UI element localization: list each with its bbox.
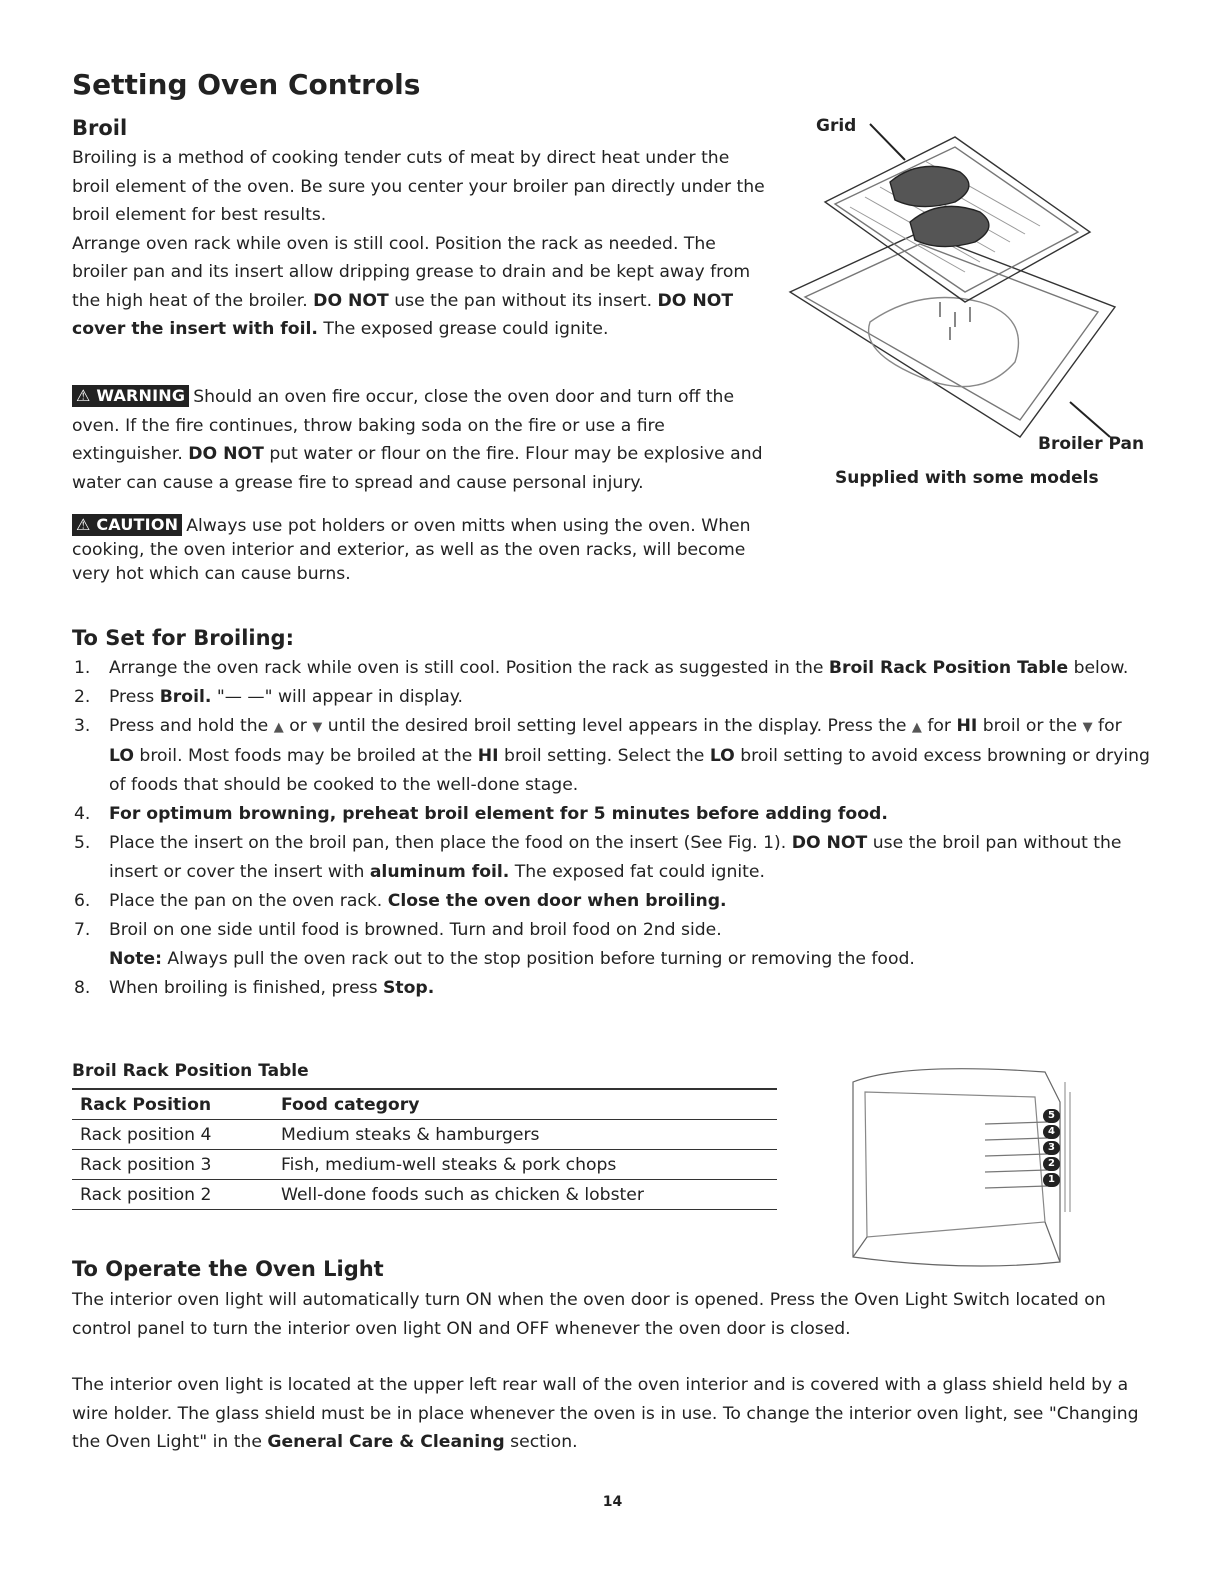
table-cell: Rack position 2 bbox=[72, 1180, 273, 1210]
rack-position-marker: 1 bbox=[1043, 1173, 1060, 1187]
list-item: 5. Place the insert on the broil pan, then place the food on the insert (See Fig. 1). DO NOT use the broil pan without the insert or cover the insert with aluminum foil. The exposed fat could ignite. bbox=[74, 833, 1122, 882]
page-number: 14 bbox=[602, 1494, 623, 1510]
warning-block: ⚠ WARNING Should an oven fire occur, close the oven door and turn off the oven. If the fire continues, throw baking soda on the fire or use a fire extinguisher. DO NOT put water or flour on the fire. Flour may be explosive and water can cause a grease fire to spread and cause personal injury. bbox=[72, 386, 763, 493]
broiler-pan-illustration bbox=[780, 112, 1160, 442]
caution-block: ⚠ CAUTION Always use pot holders or oven mitts when using the oven. When cooking, the oven interior and exterior, as well as the oven racks, will become very hot which can cause burns. bbox=[72, 515, 751, 584]
rack-position-marker: 2 bbox=[1043, 1157, 1060, 1171]
list-item: 8. When broiling is finished, press Stop. bbox=[74, 978, 435, 998]
up-arrow-icon: ▲ bbox=[911, 720, 922, 735]
broiler-pan-figure bbox=[780, 112, 1160, 492]
caution-badge: ⚠ CAUTION bbox=[72, 514, 182, 536]
table-cell: Rack position 4 bbox=[72, 1120, 273, 1150]
rack-position-marker: 3 bbox=[1043, 1141, 1060, 1155]
oven-light-paragraph-2: The interior oven light is located at the upper left rear wall of the oven interior and is covered with a glass shield held by a wire holder. The glass shield must be in place whenever the oven is in use. To change the interior oven light, see "Changing the Oven Light" in the General Care & Cleaning section. bbox=[72, 1375, 1139, 1452]
oven-light-paragraph-1: The interior oven light will automatically turn ON when the oven door is opened. Press the Oven Light Switch located on control panel to turn the interior oven light ON and OFF whenever the oven door is closed. bbox=[72, 1290, 1106, 1339]
down-arrow-icon: ▼ bbox=[312, 720, 323, 735]
broiler-pan-label: Broiler Pan bbox=[1038, 434, 1145, 454]
table-row bbox=[72, 1120, 777, 1150]
list-item: 2. Press Broil. "— —" will appear in display. bbox=[74, 687, 463, 707]
warning-badge: ⚠ WARNING bbox=[72, 385, 189, 407]
broil-heading: Broil bbox=[72, 116, 128, 140]
rack-position-marker: 5 bbox=[1043, 1109, 1060, 1123]
rack-position-table bbox=[72, 1088, 777, 1210]
page-title: Setting Oven Controls bbox=[72, 68, 421, 101]
broil-text bbox=[72, 144, 772, 344]
oven-rack-figure bbox=[845, 1062, 1075, 1272]
list-item: 4. For optimum browning, preheat broil element for 5 minutes before adding food. bbox=[74, 804, 888, 824]
down-arrow-icon: ▼ bbox=[1082, 720, 1093, 735]
table-cell: Well-done foods such as chicken & lobster bbox=[273, 1180, 777, 1210]
list-item: 7. Broil on one side until food is browned. Turn and broil food on 2nd side. Note: Always pull the oven rack out to the stop position before turning or removing the food. bbox=[74, 920, 915, 969]
broiling-steps bbox=[72, 654, 1152, 1003]
table-cell: Rack position 3 bbox=[72, 1150, 273, 1180]
list-item: 1. Arrange the oven rack while oven is still cool. Position the rack as suggested in the Broil Rack Position Table below. bbox=[74, 658, 1129, 678]
table-cell: Fish, medium-well steaks & pork chops bbox=[273, 1150, 777, 1180]
oven-light-heading: To Operate the Oven Light bbox=[72, 1257, 384, 1281]
table-header-row bbox=[72, 1089, 777, 1120]
table-row bbox=[72, 1180, 777, 1210]
table-row bbox=[72, 1150, 777, 1180]
set-broiling-heading: To Set for Broiling: bbox=[72, 626, 294, 650]
up-arrow-icon: ▲ bbox=[273, 720, 284, 735]
figure-caption: Supplied with some models bbox=[835, 468, 1099, 488]
rack-position-markers bbox=[1043, 1109, 1063, 1187]
table-header-cell: Food category bbox=[273, 1089, 777, 1120]
oven-light-text bbox=[72, 1286, 1152, 1457]
oven-interior-illustration bbox=[845, 1062, 1075, 1272]
rack-position-marker: 4 bbox=[1043, 1125, 1060, 1139]
broil-rack-paragraph: Arrange oven rack while oven is still cool. Position the rack as needed. The broiler pan and its insert allow dripping grease to drain and be kept away from the high heat of the broiler. DO NOT use the pan without its insert. DO NOT cover the insert with foil. The exposed grease could ignite. bbox=[72, 233, 751, 339]
list-item: 3. Press and hold the ▲ or ▼ until the desired broil setting level appears in the display. Press the ▲ for HI broil or the ▼ for LO broil. Most foods may be broiled at the HI broil setting. Select the LO broil setting to avoid excess browning or drying of foods that should be cooked to the well-done stage. bbox=[74, 716, 1150, 795]
table-cell: Medium steaks & hamburgers bbox=[273, 1120, 777, 1150]
broil-intro: Broiling is a method of cooking tender cuts of meat by direct heat under the broil element of the oven. Be sure you center your broiler pan directly under the broil element for best results. bbox=[72, 148, 765, 225]
list-item: 6. Place the pan on the oven rack. Close the oven door when broiling. bbox=[74, 891, 727, 911]
note-label: Note: bbox=[109, 949, 162, 969]
table-header-cell: Rack Position bbox=[72, 1089, 273, 1120]
rack-table-title: Broil Rack Position Table bbox=[72, 1061, 309, 1081]
grid-label: Grid bbox=[816, 116, 857, 136]
